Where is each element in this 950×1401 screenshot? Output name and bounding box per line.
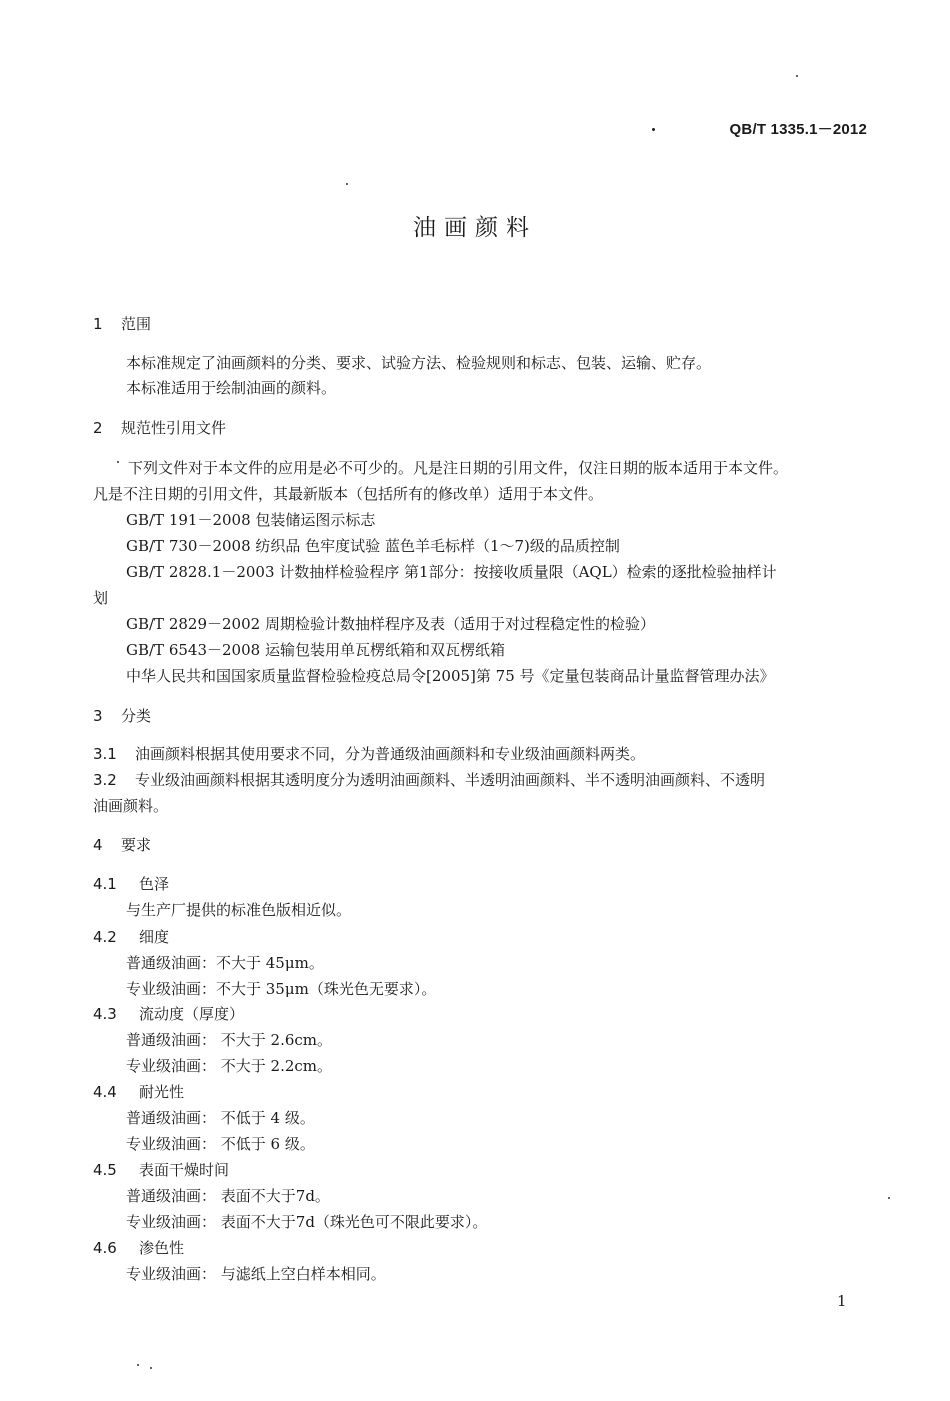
- section-number: 3: [93, 707, 103, 725]
- subclause-number: 4.3: [93, 1005, 117, 1023]
- scan-dot: [652, 128, 655, 131]
- clause-text: 油画颜料根据其使用要求不同，分为普通级油画颜料和专业级油画颜料两类。: [135, 745, 646, 763]
- paragraph: 凡是不注日期的引用文件，其最新版本（包括所有的修改单）适用于本文件。: [93, 485, 604, 503]
- subclause-number: 4.4: [93, 1083, 117, 1101]
- subclause-title: 流动度（厚度）: [139, 1005, 245, 1023]
- clause-3-1: [93, 741, 645, 767]
- reference-item: 中华人民共和国国家质量监督检验检疫总局令[2005]第 75 号《定量包装商品计量监督管理办法》: [126, 667, 775, 685]
- scan-speck: [796, 75, 798, 77]
- section-title: 规范性引用文件: [121, 419, 227, 437]
- document-title: 油画颜料: [413, 215, 537, 241]
- scan-speck: [888, 1197, 890, 1199]
- requirement-line: 普通级油画： 不大于 2.6cm。: [126, 1031, 333, 1049]
- subclause-4-2-heading: [93, 926, 169, 947]
- requirement-line: 专业级油画： 不大于 2.2cm。: [126, 1057, 333, 1075]
- reference-item: GB/T 191－2008 包装储运图示标志: [126, 511, 376, 529]
- subclause-4-3-heading: [93, 1003, 244, 1024]
- section-3-heading: [93, 705, 151, 726]
- section-title: 要求: [121, 836, 152, 854]
- scan-speck: [117, 461, 119, 463]
- section-4-heading: [93, 834, 151, 855]
- section-1-heading: [93, 313, 151, 334]
- section-title: 范围: [121, 315, 152, 333]
- reference-item: GB/T 6543－2008 运输包装用单瓦楞纸箱和双瓦楞纸箱: [126, 641, 505, 659]
- subclause-number: 4.5: [93, 1161, 117, 1179]
- subclause-4-4-heading: [93, 1081, 184, 1102]
- requirement-line: 普通级油画： 表面不大于7d。: [126, 1187, 330, 1205]
- paragraph: 本标准规定了油画颜料的分类、要求、试验方法、检验规则和标志、包装、运输、贮存。: [126, 354, 712, 372]
- clause-number: 3.1: [93, 745, 117, 763]
- standard-code: QB/T 1335.1－2012: [729, 121, 867, 138]
- paragraph: 本标准适用于绘制油画的颜料。: [126, 379, 337, 397]
- requirement-line: 专业级油画： 不低于 6 级。: [126, 1135, 315, 1153]
- subclause-title: 耐光性: [139, 1083, 185, 1101]
- subclause-title: 表面干燥时间: [139, 1161, 230, 1179]
- subclause-number: 4.1: [93, 875, 117, 893]
- subclause-4-1-heading: [93, 873, 169, 894]
- clause-text: 专业级油画颜料根据其透明度分为透明油画颜料、半透明油画颜料、半不透明油画颜料、不透明: [135, 771, 766, 789]
- scan-speck: [150, 1367, 152, 1369]
- requirement-line: 普通级油画：不大于 45μm。: [126, 954, 324, 972]
- section-title: 分类: [121, 707, 152, 725]
- requirement-line: 专业级油画：不大于 35μm（珠光色无要求）。: [126, 980, 437, 998]
- reference-item-continued: 划: [93, 589, 109, 607]
- section-number: 2: [93, 419, 103, 437]
- reference-item: GB/T 2829－2002 周期检验计数抽样程序及表（适用于对过程稳定性的检验）: [126, 615, 655, 633]
- requirement-line: 专业级油画： 表面不大于7d（珠光色可不限此要求）。: [126, 1213, 488, 1231]
- subclause-title: 渗色性: [139, 1239, 185, 1257]
- page-number: 1: [837, 1292, 847, 1310]
- subclause-title: 细度: [139, 928, 170, 946]
- reference-item: GB/T 2828.1－2003 计数抽样检验程序 第1部分：按接收质量限（AQL）检索的逐批检验抽样计: [126, 563, 777, 581]
- requirement-line: 普通级油画： 不低于 4 级。: [126, 1109, 315, 1127]
- paragraph: 下列文件对于本文件的应用是必不可少的。凡是注日期的引用文件，仅注日期的版本适用于本文件。: [128, 459, 789, 477]
- clause-number: 3.2: [93, 771, 117, 789]
- subclause-title: 色泽: [139, 875, 170, 893]
- clause-3-2: [93, 767, 765, 793]
- scan-speck: [137, 1364, 139, 1366]
- section-number: 1: [93, 315, 103, 333]
- subclause-number: 4.6: [93, 1239, 117, 1257]
- section-number: 4: [93, 836, 103, 854]
- subclause-4-6-heading: [93, 1237, 184, 1258]
- clause-text-continued: 油画颜料。: [93, 797, 169, 815]
- requirement-line: 与生产厂提供的标准色版相近似。: [126, 901, 352, 919]
- subclause-number: 4.2: [93, 928, 117, 946]
- scan-speck: [346, 183, 348, 185]
- section-2-heading: [93, 417, 226, 438]
- requirement-line: 专业级油画： 与滤纸上空白样本相同。: [126, 1265, 386, 1283]
- subclause-4-5-heading: [93, 1159, 229, 1180]
- reference-item: GB/T 730－2008 纺织品 色牢度试验 蓝色羊毛标样（1～7)级的品质控制: [126, 537, 620, 555]
